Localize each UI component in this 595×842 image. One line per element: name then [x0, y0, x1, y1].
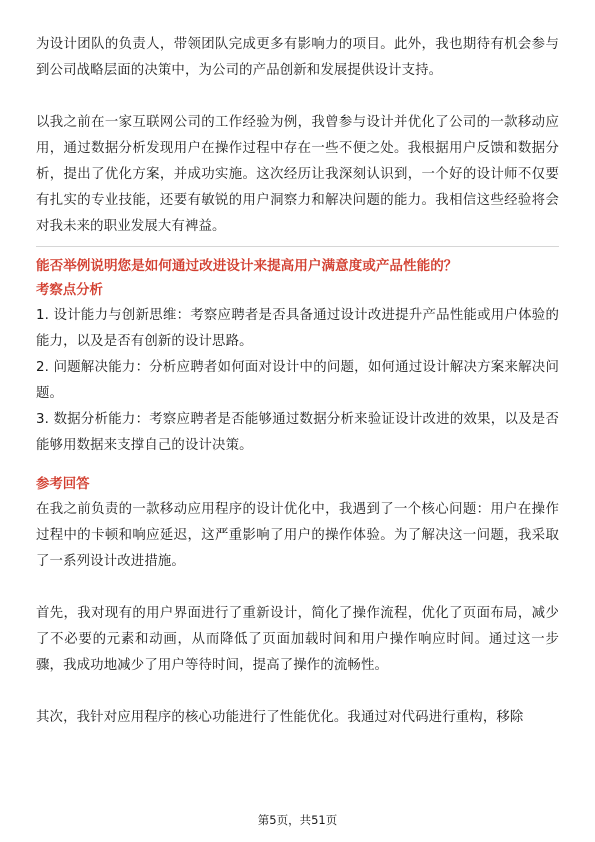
question-heading: 能否举例说明您是如何通过改进设计来提高用户满意度或产品性能的？	[36, 258, 458, 274]
section-divider	[36, 246, 559, 247]
analysis-item: 3. 数据分析能力：考察应聘者是否能够通过数据分析来验证设计改进的效果，以及是否能够用数据来支撑自己的设计决策。	[36, 412, 559, 453]
page-number-footer: 第5页，共51页	[257, 813, 338, 827]
paragraph-spacer	[36, 575, 559, 601]
paragraph-spacer	[36, 459, 559, 473]
intro-paragraph-1: 为设计团队的负责人，带领团队完成更多有影响力的项目。此外，我也期待有机会参与到公司战略层面的决策中，为公司的产品创新和发展提供设计支持。	[36, 37, 559, 78]
answer-title: 参考回答	[36, 477, 90, 492]
analysis-item: 1. 设计能力与创新思维：考察应聘者是否具备通过设计改进提升产品性能或用户体验的能力，以及是否有创新的设计思路。	[36, 308, 559, 349]
paragraph-spacer	[36, 679, 559, 705]
analysis-title: 考察点分析	[36, 283, 103, 298]
intro-paragraph-2: 以我之前在一家互联网公司的工作经验为例，我曾参与设计并优化了公司的一款移动应用，通过数据分析发现用户在操作过程中存在一些不便之处。我根据用户反馈和数据分析，提出了优化方案，并成功实施。这次经历让我深刻认识到，一个好的设计师不仅要有扎实的专业技能，还要有敏锐的用户洞察力和解决问题的能力。我相信这些经验将会对我未来的职业发展大有裨益。	[36, 115, 559, 234]
page-content	[36, 32, 559, 731]
paragraph-spacer	[36, 84, 559, 110]
analysis-item: 2. 问题解决能力：分析应聘者如何面对设计中的问题，如何通过设计解决方案来解决问题。	[36, 360, 559, 401]
answer-paragraph-3: 其次，我针对应用程序的核心功能进行了性能优化。我通过对代码进行重构，移除	[36, 710, 524, 725]
answer-paragraph-2: 首先，我对现有的用户界面进行了重新设计，简化了操作流程，优化了页面布局，减少了不必要的元素和动画，从而降低了页面加载时间和用户操作响应时间。通过这一步骤，我成功地减少了用户等待时间，提高了操作的流畅性。	[36, 606, 559, 673]
answer-paragraph-1: 在我之前负责的一款移动应用程序的设计优化中，我遇到了一个核心问题：用户在操作过程中的卡顿和响应延迟，这严重影响了用户的操作体验。为了解决这一问题，我采取了一系列设计改进措施。	[36, 502, 559, 569]
